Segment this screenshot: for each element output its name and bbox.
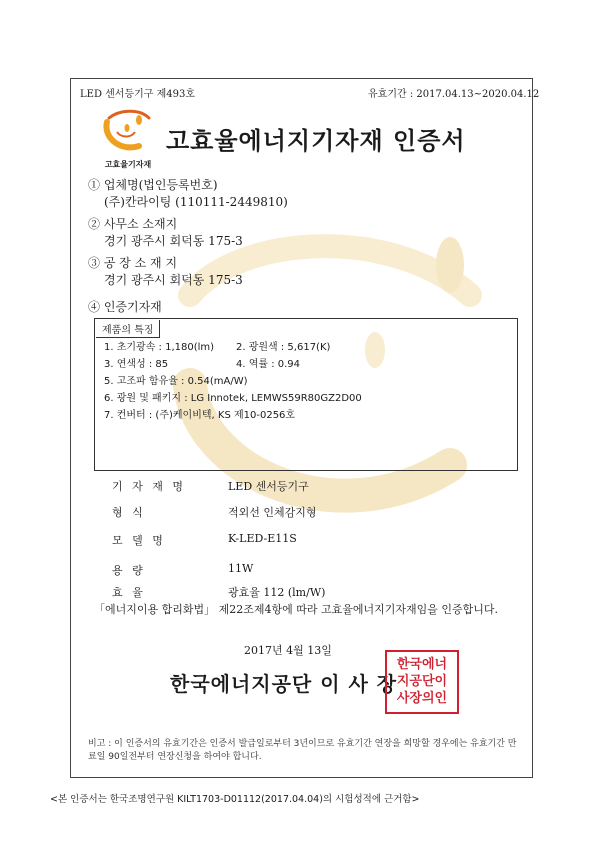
certificate-title: 고효율에너지기자재 인증서 (166, 127, 466, 155)
spec-value-type: 적외선 인체감지형 (228, 506, 317, 519)
test-report-footer: <본 인증서는 한국조명연구원 KILT1703-D01112(2017.04.04)의 시험성적에 근거함> (50, 794, 420, 805)
product-number: LED 센서등기구 제493호 (80, 89, 196, 100)
factory-value: 경기 광주시 회덕동 175-3 (104, 273, 243, 287)
spec-label-name: 기 자 재 명 (112, 480, 186, 493)
seal-line-2: 지공단이 (396, 674, 448, 689)
issuer-name: 한국에너지공단 이 사 장 (170, 672, 398, 696)
feature-color-temperature: 2. 광원색 : 5,617(K) (236, 342, 331, 353)
factory-label: ③ 공 장 소 재 지 (88, 256, 178, 270)
features-tag: 제품의 특징 (96, 320, 160, 338)
feature-converter: 7. 컨버터 : (주)케이비텍, KS 제10-0256호 (104, 410, 296, 421)
seal-line-3: 사장의인 (396, 691, 448, 706)
spec-label-type: 형 식 (112, 506, 146, 519)
feature-light-source: 6. 광원 및 패키지 : LG Innotek, LEMWS59R80GZ2D00 (104, 393, 362, 404)
smile-logo-icon (99, 108, 157, 154)
feature-luminous-flux: 1. 초기광속 : 1,180(lm) (104, 342, 215, 353)
office-value: 경기 광주시 회덕동 175-3 (104, 234, 243, 248)
spec-label-capacity: 용 량 (112, 564, 146, 577)
feature-harmonics: 5. 고조파 함유율 : 0.54(mA/W) (104, 376, 248, 387)
spec-label-efficiency: 효 율 (112, 586, 146, 599)
validity-note: 비고 : 이 인증서의 유효기간은 인증서 발급일로부터 3년이므로 유효기간 연장을 희망할 경우에는 유효기간 만료일 90일전부터 연장신청을 하여야 합니다. (88, 739, 517, 762)
validity-period: 유효기간 : 2017.04.13~2020.04.12 (368, 89, 540, 100)
company-value: (주)칸라이팅 (110111-2449810) (104, 195, 288, 209)
spec-value-name: LED 센서등기구 (228, 480, 309, 493)
feature-cri: 3. 연색성 : 85 (104, 359, 169, 370)
spec-value-efficiency: 광효율 112 (lm/W) (228, 586, 326, 599)
seal-line-1: 한국에너 (396, 657, 448, 672)
issue-date: 2017년 4월 13일 (244, 644, 332, 657)
spec-value-model: K-LED-E11S (228, 532, 297, 545)
official-seal (385, 650, 459, 714)
feature-power-factor: 4. 역률 : 0.94 (236, 359, 301, 370)
spec-value-capacity: 11W (228, 562, 254, 575)
spec-label-model: 모 델 명 (112, 534, 166, 547)
office-label: ② 사무소 소재지 (88, 217, 178, 231)
logo-caption: 고효율기자재 (104, 160, 152, 169)
certification-logo (99, 108, 157, 168)
company-label: ① 업체명(법인등록번호) (88, 178, 218, 192)
certification-statement: 「에너지이용 합리화법」 제22조제4항에 따라 고효율에너지기자재임을 인증합니다. (94, 603, 499, 616)
certified-equipment-label: ④ 인증기자재 (88, 300, 162, 314)
